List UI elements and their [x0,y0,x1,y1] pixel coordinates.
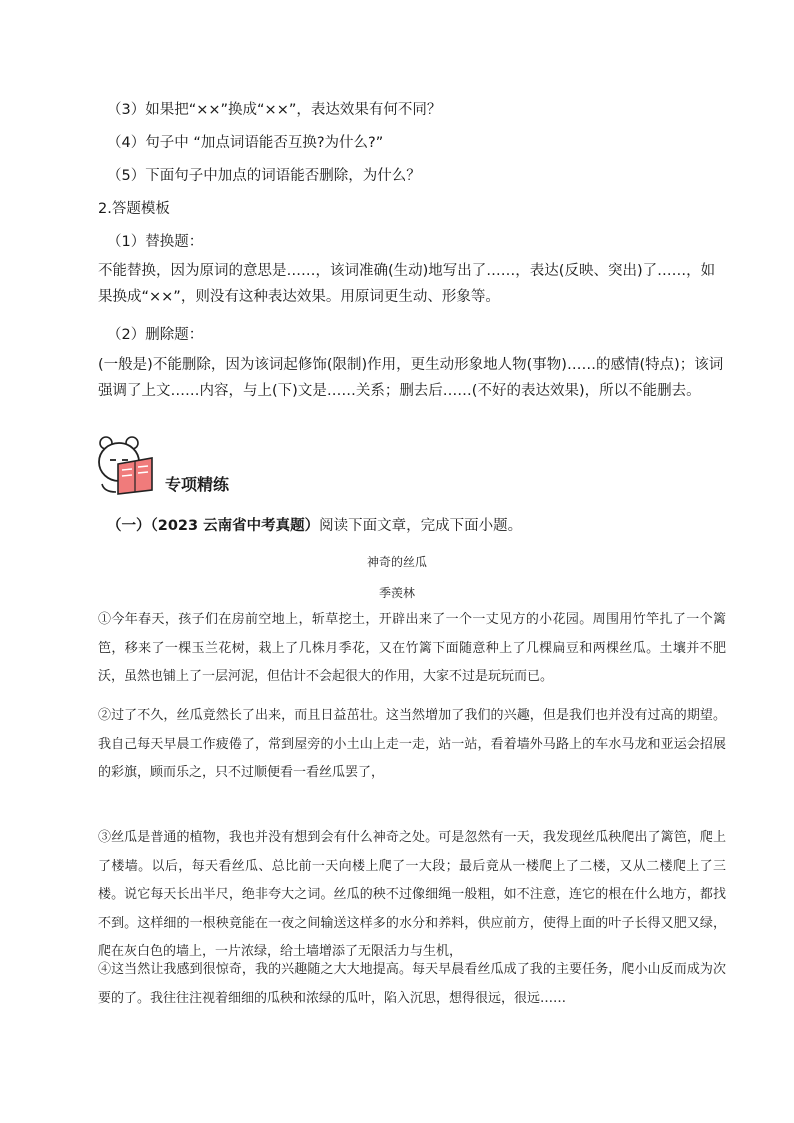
exercise-source: （2023 云南省中考真题） [150,518,320,534]
article-paragraph-3: ③丝瓜是普通的植物，我也并没有想到会有什么神奇之处。可是忽然有一天，我发现丝瓜秧爬出了篱笆，爬上了楼墙。以后，每天看丝瓜、总比前一天向楼上爬了一大段；最后竟从一楼爬上了二楼，又从二楼爬上了三楼。说它每天长出半尺，绝非夸大之词。丝瓜的秧不过像细绳一般粗，如不注意，连它的根在什么地方，都找不到。这样细的一根秧竟能在一夜之间输送这样多的水分和养料，供应前方，使得上面的叶子长得又肥又绿，爬在灰白色的墙上，一片浓绿，给土墙增添了无限活力与生机， [98,830,726,959]
article-title: 神奇的丝瓜 [366,555,427,569]
article-paragraph-4: ④这当然让我感到很惊奇，我的兴趣随之大大地提高。每天早晨看丝瓜成了我的主要任务，爬小山反而成为次要的了。我往往注视着细细的瓜秧和浓绿的瓜叶，陷入沉思，想得很远，很远…… [98,962,726,1006]
reading-mascot-icon [94,434,160,496]
template-heading: 2.答题模板 [98,201,170,217]
article-paragraph-1: ①今年春天，孩子们在房前空地上，斩草挖土，开辟出来了一个一丈见方的小花园。周围用竹竿扎了一个篱笆，移来了一棵玉兰花树，栽上了几株月季花，又在竹篱下面随意种上了几棵扁豆和两棵丝瓜。土壤并不肥沃，虽然也铺上了一层河泥，但估计不会起很大的作用，大家不过是玩玩而已。 [98,612,726,684]
replace-text: 不能替换，因为原词的意思是……，该词准确(生动)地写出了……，表达(反映、突出)了……，如果换成“××”，则没有这种表达效果。用原词更生动、形象等。 [98,263,716,305]
exercise-prefix: （一） [107,518,151,534]
delete-text: (一般是)不能删除，因为该词起修饰(限制)作用，更生动形象地人物(事物)……的感情(特点)；该词强调了上文……内容，与上(下)文是……关系；删去后……(不好的表达效果)，所以不能删去。 [98,357,724,399]
replace-label: （1）替换题： [107,234,204,250]
exercise-instruction: 阅读下面文章，完成下面小题。 [319,518,523,534]
exercise-intro [107,516,707,536]
question-3: （3）如果把“××”换成“××”，表达效果有何不同？ [107,102,442,118]
delete-label: （2）删除题： [107,327,204,343]
question-4: （4）句子中 “加点词语能否互换?为什么?” [107,135,384,151]
article-paragraph-2: ②过了不久，丝瓜竟然长了出来，而且日益茁壮。这当然增加了我们的兴趣，但是我们也并没有过高的期望。我自己每天早晨工作疲倦了，常到屋旁的小土山上走一走，站一站，看着墙外马路上的车水马龙和亚运会招展的彩旗，顾而乐之，只不过顺便看一看丝瓜罢了， [98,708,726,780]
article-author: 季羡林 [378,586,415,600]
section-title: 专项精练 [165,475,230,494]
question-5: （5）下面句子中加点的词语能否删除，为什么？ [107,168,421,184]
